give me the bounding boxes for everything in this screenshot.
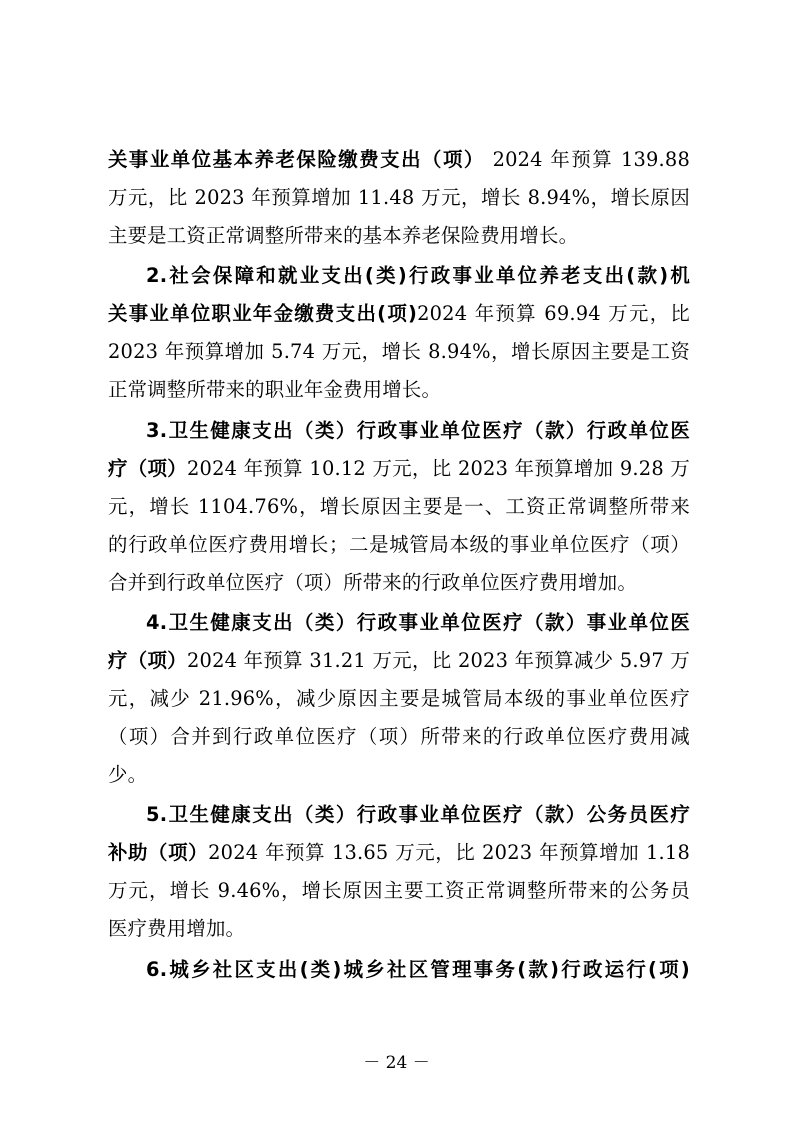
text-line <box>108 150 690 169</box>
bold-heading: 补助（项） <box>108 841 209 864</box>
body-text: 的行政单位医疗费用增长；二是城管局本级的事业单位医疗（项） <box>108 533 690 556</box>
bold-heading: 疗（项） <box>108 457 187 480</box>
bold-heading: 4.卫生健康支出（类）行政事业单位医疗（款）事业单位医 <box>146 611 690 634</box>
body-text: 少。 <box>108 763 148 786</box>
bold-heading: 关事业单位基本养老保险缴费支出（项） <box>108 148 485 171</box>
body-text: 合并到行政单位医疗（项）所带来的行政单位医疗费用增加。 <box>108 571 637 594</box>
body-text: 2024 年预算 13.65 万元，比 2023 年预算增加 1.18 <box>208 841 690 864</box>
text-line <box>146 960 690 979</box>
body-text: 万元，增长 9.46%，增长原因主要工资正常调整所带来的公务员 <box>108 879 690 902</box>
text-line <box>146 421 690 440</box>
body-text: （项）合并到行政单位医疗（项）所带来的行政单位医疗费用减 <box>108 725 690 748</box>
text-line <box>108 689 690 708</box>
text-line <box>108 843 690 862</box>
text-line <box>108 573 690 592</box>
body-text: 2024 年预算 69.94 万元，比 <box>417 302 690 325</box>
text-line <box>146 613 690 632</box>
page-number: － 24 － <box>363 1053 430 1073</box>
text-line <box>108 226 690 245</box>
text-line <box>108 342 690 361</box>
text-line <box>108 727 690 746</box>
body-text: 2024 年预算 10.12 万元，比 2023 年预算增加 9.28 万 <box>187 457 690 480</box>
text-line <box>108 919 690 938</box>
text-line <box>108 304 690 323</box>
text-line <box>108 188 690 207</box>
bold-heading: 2.社会保障和就业支出(类)行政事业单位养老支出(款)机 <box>146 264 690 287</box>
text-line <box>108 651 690 670</box>
body-text: 元，增长 1104.76%，增长原因主要是一、工资正常调整所带来 <box>108 495 690 518</box>
text-line <box>108 765 690 784</box>
body-text: 2024 年预算 139.88 <box>484 148 690 171</box>
text-line <box>108 881 690 900</box>
text-line <box>146 266 690 285</box>
body-text: 2023 年预算增加 5.74 万元，增长 8.94%，增长原因主要是工资 <box>108 340 690 363</box>
bold-heading: 6.城乡社区支出(类)城乡社区管理事务(款)行政运行(项) <box>146 958 690 981</box>
body-text: 万元，比 2023 年预算增加 11.48 万元，增长 8.94%，增长原因 <box>108 186 690 209</box>
text-line <box>146 805 690 824</box>
text-line <box>108 380 690 399</box>
bold-heading: 3.卫生健康支出（类）行政事业单位医疗（款）行政单位医 <box>146 419 690 442</box>
bold-heading: 5.卫生健康支出（类）行政事业单位医疗（款）公务员医疗 <box>146 803 690 826</box>
text-line <box>108 497 690 516</box>
text-line <box>108 459 690 478</box>
body-text: 元，减少 21.96%，减少原因主要是城管局本级的事业单位医疗 <box>108 687 690 710</box>
bold-heading: 关事业单位职业年金缴费支出(项) <box>108 302 418 325</box>
body-text: 正常调整所带来的职业年金费用增长。 <box>108 378 442 401</box>
body-text: 2024 年预算 31.21 万元，比 2023 年预算减少 5.97 万 <box>187 649 690 672</box>
body-text: 主要是工资正常调整所带来的基本养老保险费用增长。 <box>108 224 579 247</box>
bold-heading: 疗（项） <box>108 649 187 672</box>
text-line <box>108 535 690 554</box>
body-text: 医疗费用增加。 <box>108 917 246 940</box>
